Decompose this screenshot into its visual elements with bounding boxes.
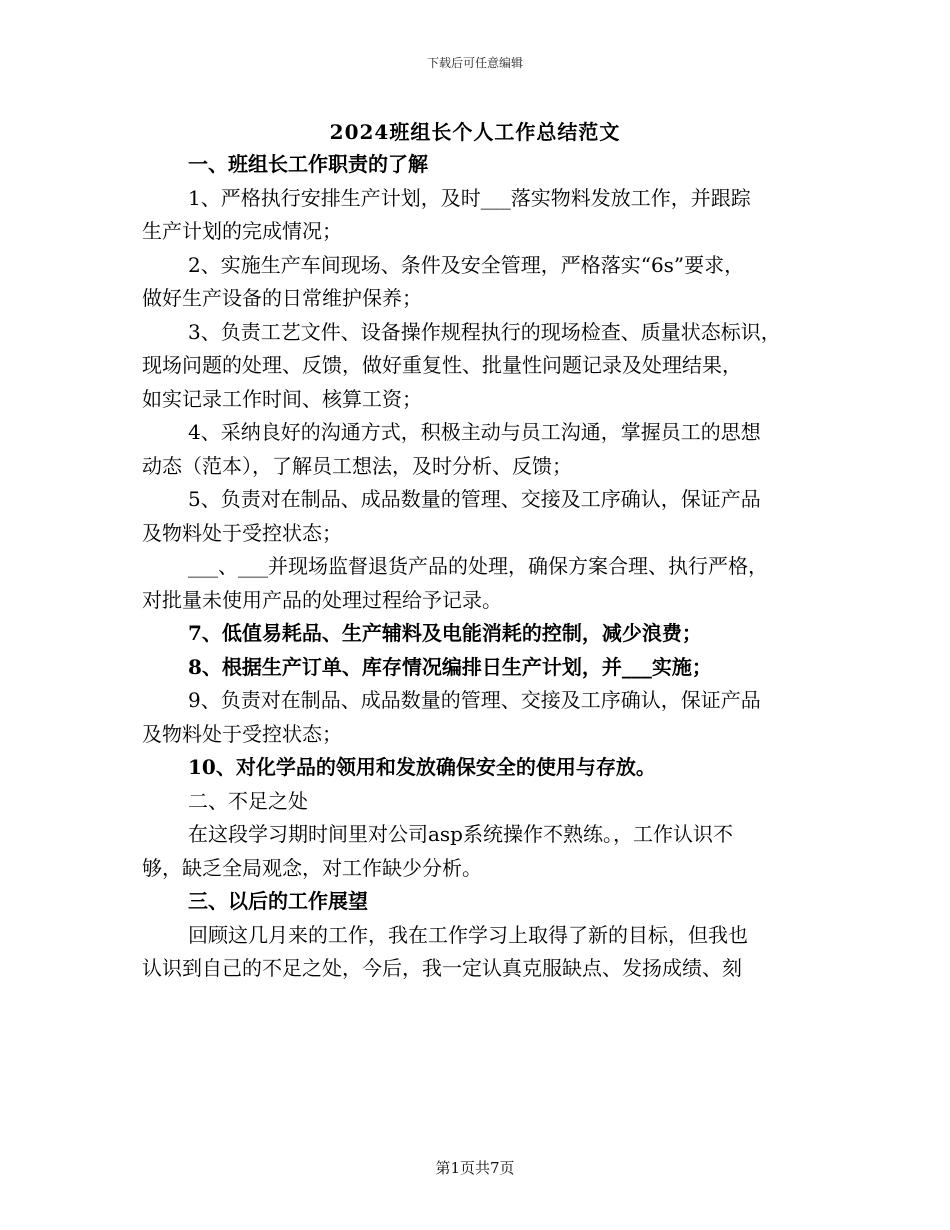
- text-line: 10、对化学品的领用和发放确保安全的使用与存放。: [188, 755, 656, 779]
- text-line: 9、负责对在制品、成品数量的管理、交接及工序确认，保证产品: [188, 688, 761, 712]
- text-line: 及物料处于受控状态；: [142, 520, 342, 545]
- text-line: 认识到自己的不足之处，今后，我一定认真克服缺点、发扬成绩、刻: [142, 956, 742, 980]
- text-line: 够，缺乏全局观念，对工作缺少分析。: [142, 855, 482, 880]
- text-line: 生产计划的完成情况；: [142, 219, 342, 243]
- text-line: 对批量未使用产品的处理过程给予记录。: [142, 587, 502, 612]
- text-line: 如实记录工作时间、核算工资；: [142, 386, 422, 411]
- text-line: 5、负责对在制品、成品数量的管理、交接及工序确认，保证产品: [188, 487, 761, 511]
- text-line: ___、___并现场监督退货产品的处理，确保方案合理、执行严格，: [188, 554, 768, 578]
- text-line: 二、不足之处: [188, 788, 308, 813]
- text-line: 及物料处于受控状态；: [142, 721, 342, 746]
- text-line: 1、严格执行安排生产计划，及时___落实物料发放工作，并跟踪: [188, 185, 751, 210]
- text-line: 3、负责工艺文件、设备操作规程执行的现场检查、质量状态标识，: [188, 319, 781, 344]
- text-line: 回顾这几月来的工作，我在工作学习上取得了新的目标，但我也: [188, 922, 748, 947]
- text-line: 4、采纳良好的沟通方式，积极主动与员工沟通，掌握员工的思想: [188, 420, 761, 444]
- text-line: 动态（范本），了解员工想法，及时分析、反馈；: [142, 453, 572, 478]
- text-line: 8、根据生产订单、库存情况编排日生产计划，并___实施；: [188, 654, 712, 679]
- page-header: 下载后可任意编辑: [426, 56, 523, 70]
- page-footer: 第1页共7页: [435, 1159, 515, 1177]
- text-line: 7、低值易耗品、生产辅料及电能消耗的控制，减少浪费；: [188, 621, 702, 645]
- text-line: 2、实施生产车间现场、条件及安全管理，严格落实“6s”要求，: [188, 252, 745, 277]
- document-title: 2024班组长个人工作总结范文: [329, 120, 621, 144]
- text-line: 现场问题的处理、反馈，做好重复性、批量性问题记录及处理结果，: [142, 353, 742, 377]
- text-line: 三、以后的工作展望: [188, 889, 368, 913]
- text-line: 一、班组长工作职责的了解: [188, 152, 428, 176]
- text-line: 在这段学习期时间里对公司asp系统操作不熟练。，工作认识不: [188, 822, 733, 846]
- document-body: [142, 148, 822, 986]
- text-line: 做好生产设备的日常维护保养；: [142, 286, 422, 310]
